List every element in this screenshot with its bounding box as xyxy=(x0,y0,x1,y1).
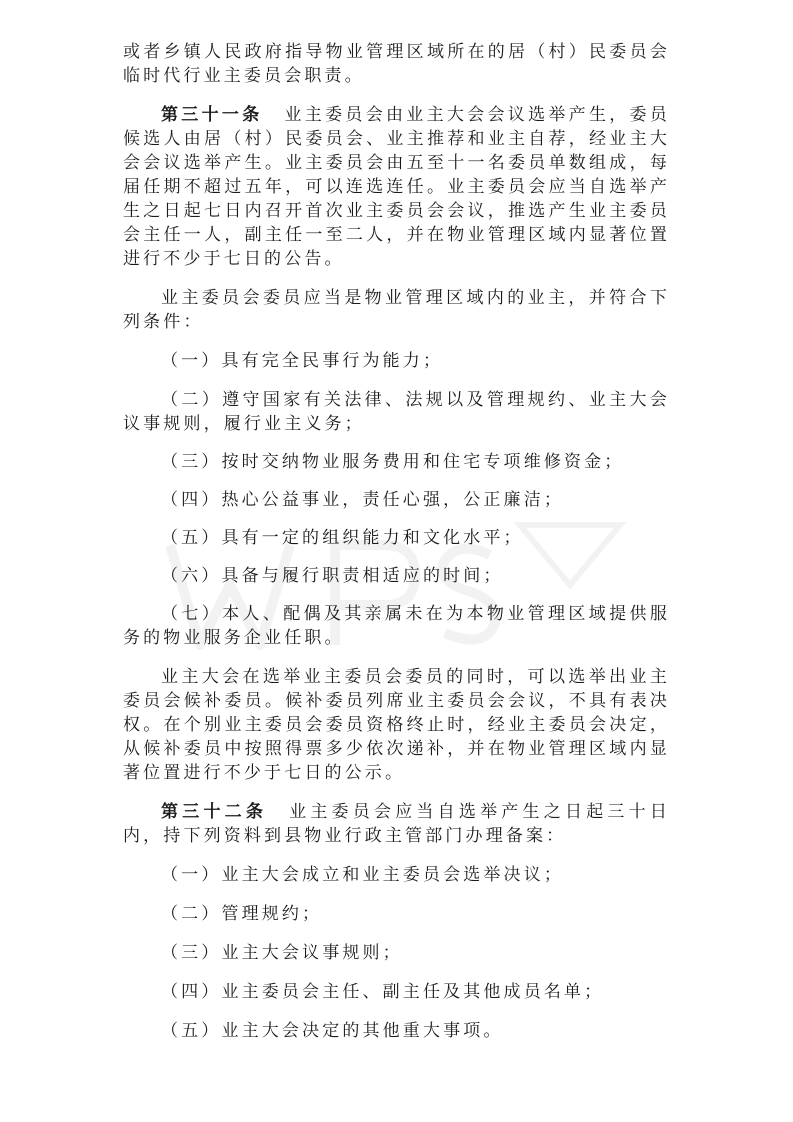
filing-item: （四）业主委员会主任、副主任及其他成员名单； xyxy=(161,982,605,1002)
qualification-item: （六）具备与履行职责相适应的时间； xyxy=(161,566,504,586)
qualification-intro: 业主委员会委员应当是物业管理区域内的业主，并符合下列条件： xyxy=(123,288,670,332)
filing-item: （一）业主大会成立和业主委员会选举决议； xyxy=(161,865,564,885)
filing-item: （五）业主大会决定的其他重大事项。 xyxy=(161,1021,504,1041)
qualification-item: （五）具有一定的组织能力和文化水平； xyxy=(161,528,524,548)
qualification-item: （七）本人、配偶及其亲属未在为本物业管理区域提供服务的物业服务企业任职。 xyxy=(123,604,670,648)
article-31-number: 第三十一条 xyxy=(161,105,263,125)
qualification-item: （三）按时交纳物业服务费用和住宅专项维修资金； xyxy=(161,452,625,472)
filing-item: （三）业主大会议事规则； xyxy=(161,943,403,963)
document-page xyxy=(123,40,670,1043)
qualification-item: （四）热心公益事业，责任心强，公正廉洁； xyxy=(161,490,564,510)
article-32-paragraph xyxy=(123,800,670,848)
alternate-members-paragraph: 业主大会在选举业主委员会委员的同时，可以选举出业主委员会候补委员。候补委员列席业主委员会会议，不具有表决权。在个别业主委员会委员资格终止时，经业主委员会决定，从候补委员中按照得票多少依次递补，并在物业管理区域内显著位置进行不少于七日的公示。 xyxy=(123,667,670,783)
article-32-number: 第三十二条 xyxy=(161,802,268,822)
qualification-item: （一）具有完全民事行为能力； xyxy=(161,351,444,371)
continuation-paragraph: 或者乡镇人民政府指导物业管理区域所在的居（村）民委员会临时代行业主委员会职责。 xyxy=(123,42,670,86)
article-31-text: 业主委员会由业主大会会议选举产生，委员候选人由居（村）民委员会、业主推荐和业主自荐，经业主大会会议选举产生。业主委员会由五至十一名委员单数组成，每届任期不超过五年，可以连选连任。业主委员会应当自选举产生之日起七日内召开首次业主委员会会议，推选产生业主委员会主任一人，副主任一至二人，并在物业管理区域内显著位置进行不少于七日的公告。 xyxy=(123,105,671,269)
filing-item: （二）管理规约； xyxy=(161,904,323,924)
article-31-paragraph xyxy=(123,103,670,271)
qualification-item: （二）遵守国家有关法律、法规以及管理规约、业主大会议事规则，履行业主义务； xyxy=(123,390,670,434)
article-32-text: 业主委员会应当自选举产生之日起三十日内，持下列资料到县物业行政主管部门办理备案： xyxy=(123,802,671,846)
